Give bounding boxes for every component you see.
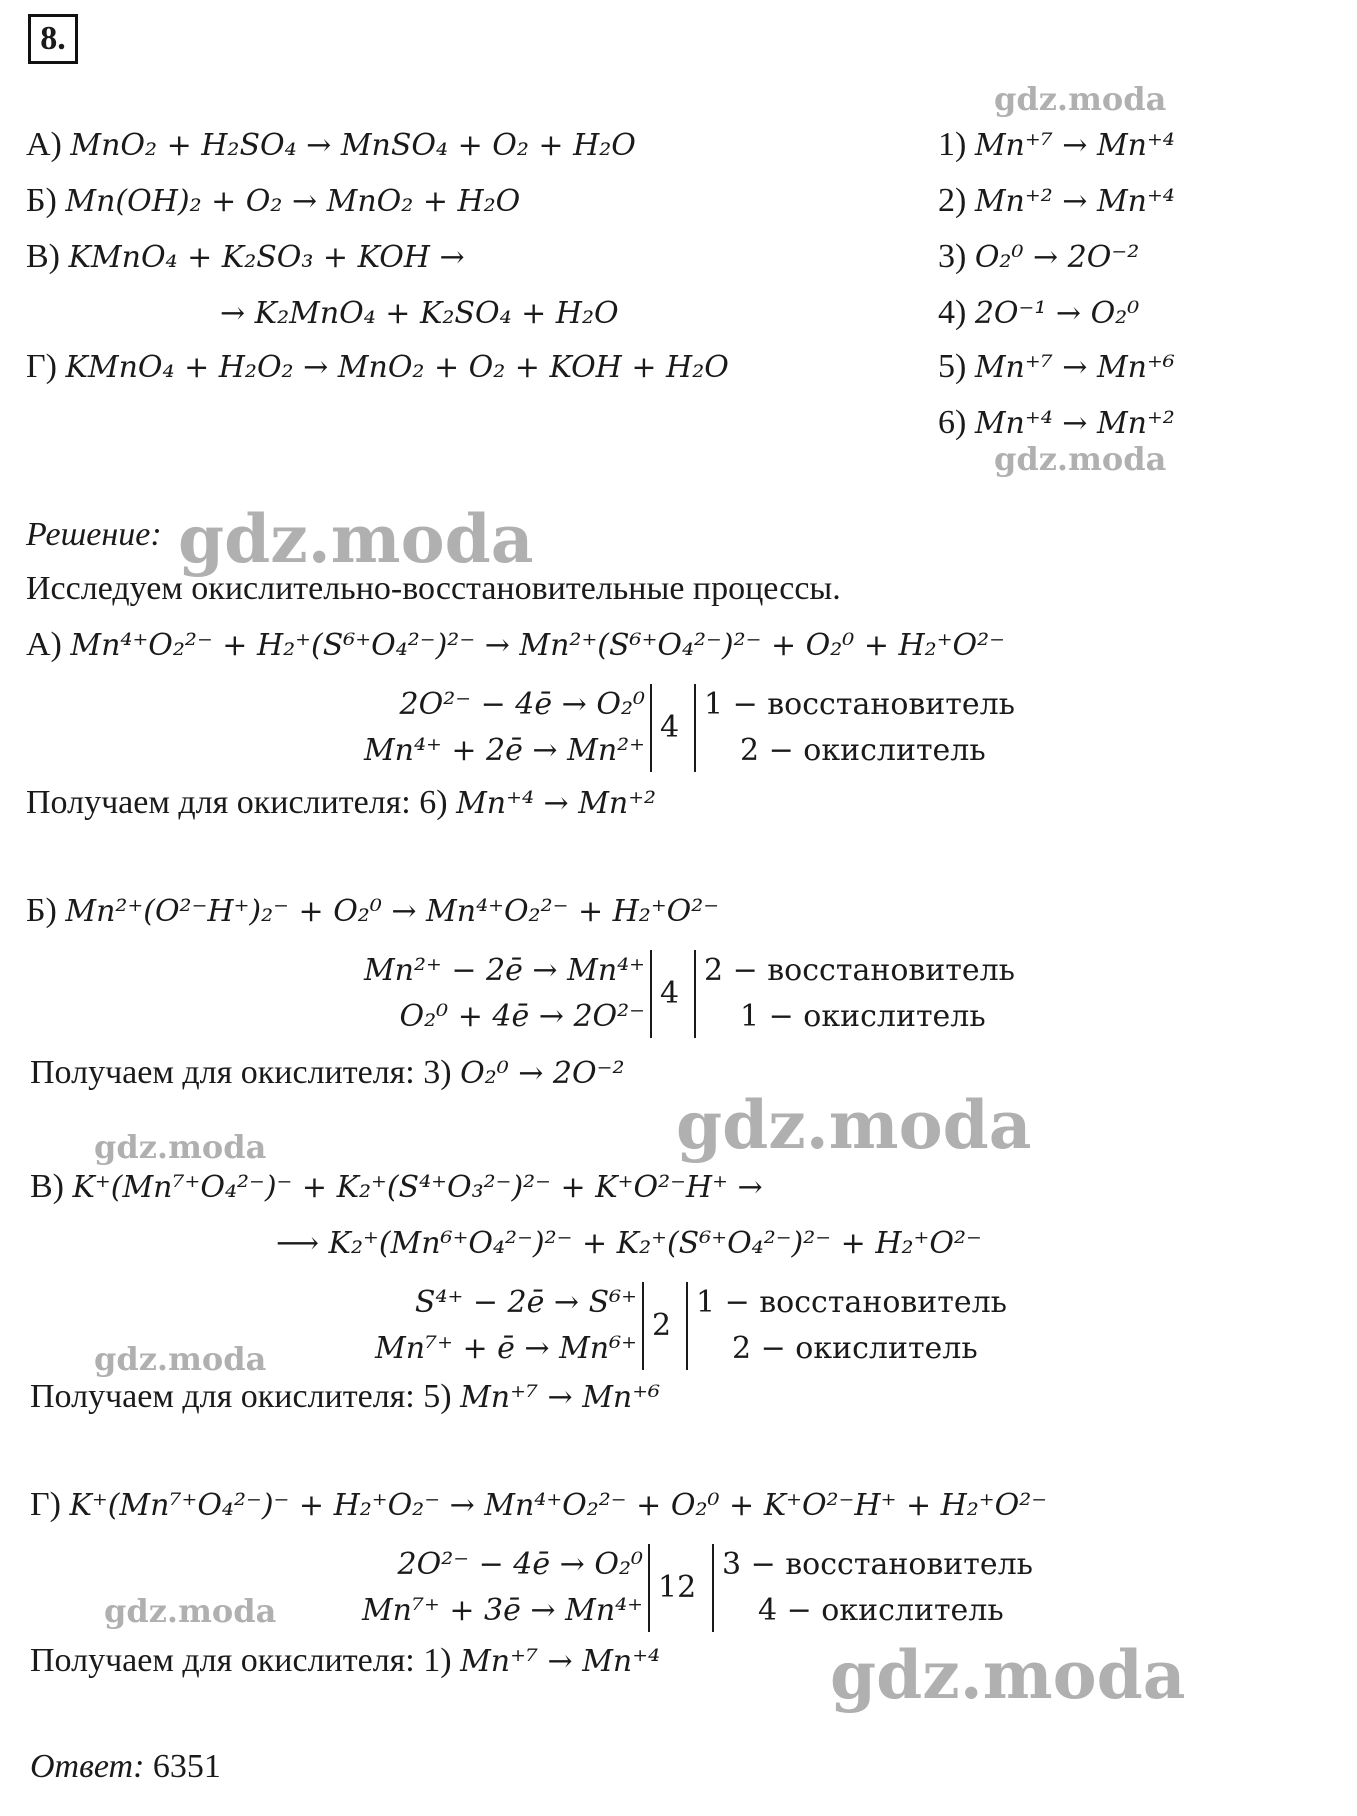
part-equation bbox=[26, 890, 719, 933]
part-equation bbox=[26, 624, 1005, 667]
reaction-item bbox=[26, 236, 465, 279]
reaction-item bbox=[26, 180, 520, 223]
watermark: gdz.moda bbox=[994, 440, 1167, 478]
intro-text: Исследуем окислительно-восстановительные процессы. bbox=[26, 570, 841, 607]
result-text: Получаем для окислителя: 1) bbox=[30, 1642, 452, 1679]
watermark: gdz.moda bbox=[104, 1592, 277, 1630]
reaction-formula: KMnO₄ + K₂SO₃ + KOH → bbox=[68, 240, 465, 275]
balance-lcm: 4 bbox=[660, 710, 680, 745]
process-item bbox=[938, 124, 1175, 167]
process-item bbox=[938, 180, 1175, 223]
result-formula: O₂⁰ → 2O⁻² bbox=[460, 1056, 625, 1091]
process-formula: O₂⁰ → 2O⁻² bbox=[974, 240, 1140, 275]
ionic-equation: K⁺(Mn⁷⁺O₄²⁻)⁻ + K₂⁺(S⁴⁺O₃²⁻)²⁻ + K⁺O²⁻H⁺ → bbox=[72, 1170, 763, 1205]
process-item bbox=[938, 346, 1175, 389]
watermark: gdz.moda bbox=[676, 1086, 1032, 1164]
balance-divider bbox=[650, 684, 652, 772]
balance-lcm: 4 bbox=[660, 976, 680, 1011]
reducer-role: 1 − восстановитель bbox=[696, 1285, 1008, 1320]
part-letter: Г) bbox=[30, 1486, 61, 1523]
result-text: Получаем для окислителя: 5) bbox=[30, 1378, 452, 1415]
half-reaction-oxidation: S⁴⁺ − 2ē → S⁶⁺ bbox=[414, 1285, 637, 1320]
balance-divider bbox=[648, 1544, 650, 1632]
reaction-letter: В) bbox=[26, 238, 60, 275]
process-formula: Mn⁺² → Mn⁺⁴ bbox=[974, 184, 1175, 219]
task-number: 8. bbox=[28, 14, 78, 64]
half-reaction-oxidation: 2O²⁻ − 4ē → O₂⁰ bbox=[399, 687, 645, 722]
process-number: 4) bbox=[938, 294, 967, 331]
answer-label: Ответ: bbox=[30, 1748, 145, 1785]
half-reaction-oxidation: Mn²⁺ − 2ē → Mn⁴⁺ bbox=[363, 953, 645, 988]
balance-divider bbox=[694, 950, 696, 1038]
watermark: gdz.moda bbox=[994, 80, 1167, 118]
process-formula: Mn⁺⁴ → Mn⁺² bbox=[974, 406, 1175, 441]
oxidizer-role: 1 − окислитель bbox=[740, 999, 986, 1034]
watermark: gdz.moda bbox=[830, 1636, 1186, 1714]
balance-divider bbox=[650, 950, 652, 1038]
reaction-formula: KMnO₄ + H₂O₂ → MnO₂ + O₂ + KOH + H₂O bbox=[65, 350, 729, 385]
process-number: 2) bbox=[938, 182, 967, 219]
process-number: 3) bbox=[938, 238, 967, 275]
part-result bbox=[26, 782, 656, 825]
balance-divider bbox=[686, 1282, 688, 1370]
part-letter: В) bbox=[30, 1168, 64, 1205]
watermark: gdz.moda bbox=[94, 1340, 267, 1378]
result-text: Получаем для окислителя: 3) bbox=[30, 1054, 452, 1091]
ionic-equation: ⟶ K₂⁺(Mn⁶⁺O₄²⁻)²⁻ + K₂⁺(S⁶⁺O₄²⁻)²⁻ + H₂⁺O²⁻ bbox=[276, 1226, 982, 1261]
answer bbox=[30, 1746, 221, 1788]
process-formula: Mn⁺⁷ → Mn⁺⁶ bbox=[974, 350, 1175, 385]
balance-divider bbox=[712, 1544, 714, 1632]
part-result bbox=[30, 1640, 660, 1683]
oxidizer-role: 2 − окислитель bbox=[732, 1331, 978, 1366]
process-formula: 2O⁻¹ → O₂⁰ bbox=[974, 296, 1140, 331]
part-letter: А) bbox=[26, 626, 62, 663]
half-reaction-reduction: O₂⁰ + 4ē → 2O²⁻ bbox=[399, 999, 645, 1034]
process-number: 6) bbox=[938, 404, 967, 441]
reducer-role: 2 − восстановитель bbox=[704, 953, 1016, 988]
half-reaction-reduction: Mn⁴⁺ + 2ē → Mn²⁺ bbox=[363, 733, 645, 768]
reaction-formula: MnO₂ + H₂SO₄ → MnSO₄ + O₂ + H₂O bbox=[70, 128, 636, 163]
result-formula: Mn⁺⁴ → Mn⁺² bbox=[456, 786, 657, 821]
reaction-item bbox=[26, 124, 636, 167]
result-formula: Mn⁺⁷ → Mn⁺⁶ bbox=[460, 1380, 661, 1415]
half-reaction-reduction: Mn⁷⁺ + ē → Mn⁶⁺ bbox=[375, 1331, 637, 1366]
process-number: 5) bbox=[938, 348, 967, 385]
reaction-letter: Г) bbox=[26, 348, 57, 385]
process-formula: Mn⁺⁷ → Mn⁺⁴ bbox=[974, 128, 1175, 163]
balance-divider bbox=[694, 684, 696, 772]
balance-lcm: 2 bbox=[652, 1308, 672, 1343]
solution-label: Решение: bbox=[26, 516, 162, 553]
part-equation bbox=[30, 1484, 1047, 1527]
process-item bbox=[938, 402, 1175, 445]
process-item bbox=[938, 236, 1139, 279]
reaction-item bbox=[26, 346, 729, 389]
part-letter: Б) bbox=[26, 892, 57, 929]
balance-divider bbox=[642, 1282, 644, 1370]
balance-lcm: 12 bbox=[658, 1570, 697, 1605]
reaction-formula: → K₂MnO₄ + K₂SO₄ + H₂O bbox=[220, 296, 619, 331]
oxidizer-role: 4 − окислитель bbox=[758, 1593, 1004, 1628]
reducer-role: 3 − восстановитель bbox=[722, 1547, 1034, 1582]
watermark: gdz.moda bbox=[94, 1128, 267, 1166]
answer-value: 6351 bbox=[152, 1748, 221, 1785]
watermark: gdz.moda bbox=[178, 500, 534, 578]
reaction-formula: Mn(OH)₂ + O₂ → MnO₂ + H₂O bbox=[65, 184, 521, 219]
reaction-letter: А) bbox=[26, 126, 62, 163]
reaction-letter: Б) bbox=[26, 182, 57, 219]
part-result bbox=[30, 1052, 624, 1095]
part-result bbox=[30, 1376, 660, 1419]
ionic-equation: K⁺(Mn⁷⁺O₄²⁻)⁻ + H₂⁺O₂⁻ → Mn⁴⁺O₂²⁻ + O₂⁰ + K⁺O²⁻H⁺ + H₂⁺O²⁻ bbox=[69, 1488, 1048, 1523]
process-item bbox=[938, 292, 1139, 335]
half-reaction-reduction: Mn⁷⁺ + 3ē → Mn⁴⁺ bbox=[361, 1593, 643, 1628]
reaction-item bbox=[220, 292, 619, 335]
result-formula: Mn⁺⁷ → Mn⁺⁴ bbox=[460, 1644, 661, 1679]
half-reaction-oxidation: 2O²⁻ − 4ē → O₂⁰ bbox=[397, 1547, 643, 1582]
process-number: 1) bbox=[938, 126, 967, 163]
part-equation-continuation bbox=[276, 1222, 982, 1265]
ionic-equation: Mn⁴⁺O₂²⁻ + H₂⁺(S⁶⁺O₄²⁻)²⁻ → Mn²⁺(S⁶⁺O₄²⁻)²⁻ + O₂⁰ + H₂⁺O²⁻ bbox=[70, 628, 1005, 663]
oxidizer-role: 2 − окислитель bbox=[740, 733, 986, 768]
reducer-role: 1 − восстановитель bbox=[704, 687, 1016, 722]
result-text: Получаем для окислителя: 6) bbox=[26, 784, 448, 821]
part-equation bbox=[30, 1166, 763, 1209]
ionic-equation: Mn²⁺(O²⁻H⁺)₂⁻ + O₂⁰ → Mn⁴⁺O₂²⁻ + H₂⁺O²⁻ bbox=[65, 894, 720, 929]
